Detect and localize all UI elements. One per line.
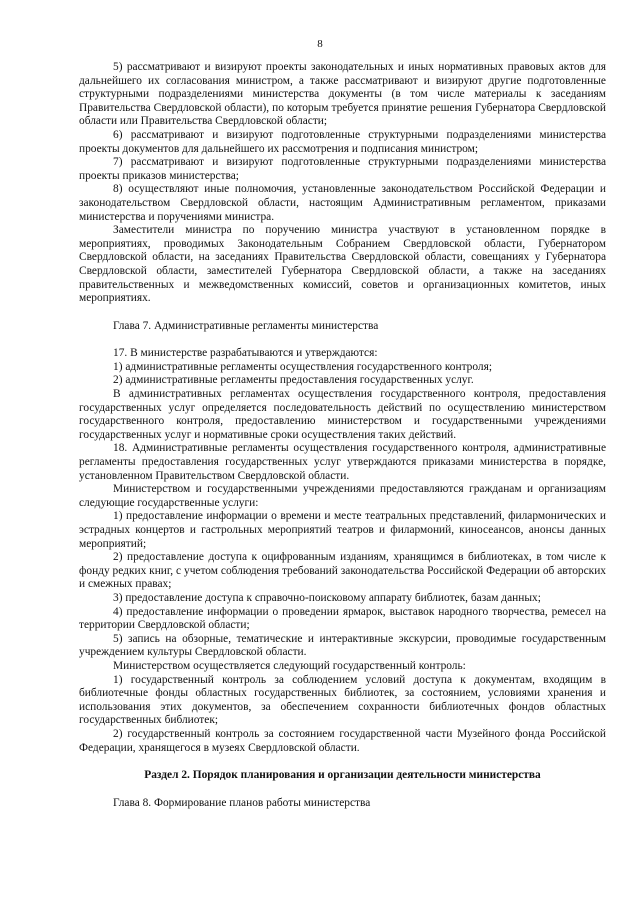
- paragraph: 2) государственный контроль за состоянием государственной части Музейного фонда Российской Федерации, хранящегося в музеях Свердловской области.: [79, 727, 606, 754]
- paragraph: Министерством и государственными учреждениями предоставляются гражданам и организациям следующие государственные услуги:: [79, 483, 606, 509]
- page-number: 8: [317, 38, 323, 50]
- paragraph: 1) предоставление информации о времени и месте театральных представлений, филармонических и эстрадных концертов и гастрольных мероприятий театров и филармоний, киносеансов, анонсы данных мероприятий;: [79, 510, 606, 550]
- paragraph: 2) административные регламенты предоставления государственных услуг.: [113, 374, 474, 387]
- paragraph: 4) предоставление информации о проведении ярмарок, выставок народного творчества, ремесел на территории Свердловской области;: [79, 605, 606, 632]
- paragraph: Заместители министра по поручению министра участвуют в установленном порядке в мероприятиях, проводимых Законодательным Собранием Свердловской области, Губернатором Свердловской области, на заседаниях Правительства Свердловской области, совещаниях у Губернатора Свердловской области, заместителей Губернатора Свердловской области, а также на заседаниях правительственных и межведомственных комиссий, советов и организационных комитетов, иных мероприятиях.: [79, 224, 606, 305]
- document-body: [79, 61, 606, 810]
- paragraph: 18. Административные регламенты осуществления государственного контроля, административные регламенты предоставления государственных услуг утверждаются приказами министерства в порядке, установленном Правительством Свердловской области.: [79, 442, 606, 482]
- paragraph: 5) запись на обзорные, тематические и интерактивные экскурсии, проводимые государственным учреждением культуры Свердловской области.: [79, 632, 606, 659]
- spacer: [79, 755, 606, 769]
- paragraph: 8) осуществляют иные полномочия, установленные законодательством Российской Федерации и законодательством Свердловской области, настоящим Административным регламентом, приказами министерства и поручениями министра.: [79, 183, 606, 223]
- spacer: [79, 783, 606, 797]
- paragraph: В административных регламентах осуществления государственного контроля, предоставления государственных услуг определяется последовательность действий по осуществлению министерством государственного контроля, предоставлению министерством и государственными учреждениями государственных услуг и нормативные сроки осуществления таких действий.: [79, 388, 606, 441]
- paragraph: 1) государственный контроль за соблюдением условий доступа к документам, входящим в библиотечные фонды областных государственных библиотек, за состоянием, условиями хранения и использования этих документов, за обеспечением сохранности библиотечных фондов областных государственных библиотек;: [79, 673, 606, 727]
- paragraph: 2) предоставление доступа к оцифрованным изданиям, хранящимся в библиотеках, в том числе к фонду редких книг, с учетом соблюдения требований законодательства Российской Федерации об авторских и смежных правах;: [79, 551, 606, 591]
- spacer: [79, 306, 606, 320]
- section-2-heading: Раздел 2. Порядок планирования и организации деятельности министерства: [144, 769, 541, 782]
- paragraph: 3) предоставление доступа к справочно-поисковому аппарату библиотек, базам данных;: [113, 591, 541, 604]
- paragraph: 5) рассматривают и визируют проекты законодательных и иных нормативных правовых актов для дальнейшего их согласования министром, а также рассматривают и визируют другие подготовленные структурными подразделениями министерства документы (в том числе материалы к заседаниям Правительства Свердловской области), по которым требуется принятие решения Губернатора Свердловской области или Правительства Свердловской области;: [79, 61, 606, 128]
- paragraph: Министерством осуществляется следующий государственный контроль:: [113, 659, 466, 672]
- paragraph: 6) рассматривают и визируют подготовленные структурными подразделениями министерства проекты документов для дальнейшего их рассмотрения и подписания министром;: [79, 128, 606, 155]
- paragraph: 17. В министерстве разрабатываются и утверждаются:: [113, 347, 378, 360]
- spacer: [79, 333, 606, 347]
- chapter-7-heading: Глава 7. Административные регламенты министерства: [113, 319, 379, 332]
- paragraph: 7) рассматривают и визируют подготовленные структурными подразделениями министерства проекты приказов министерства;: [79, 156, 606, 182]
- paragraph: 1) административные регламенты осуществления государственного контроля;: [113, 360, 493, 373]
- chapter-8-heading: Глава 8. Формирование планов работы министерства: [113, 796, 371, 809]
